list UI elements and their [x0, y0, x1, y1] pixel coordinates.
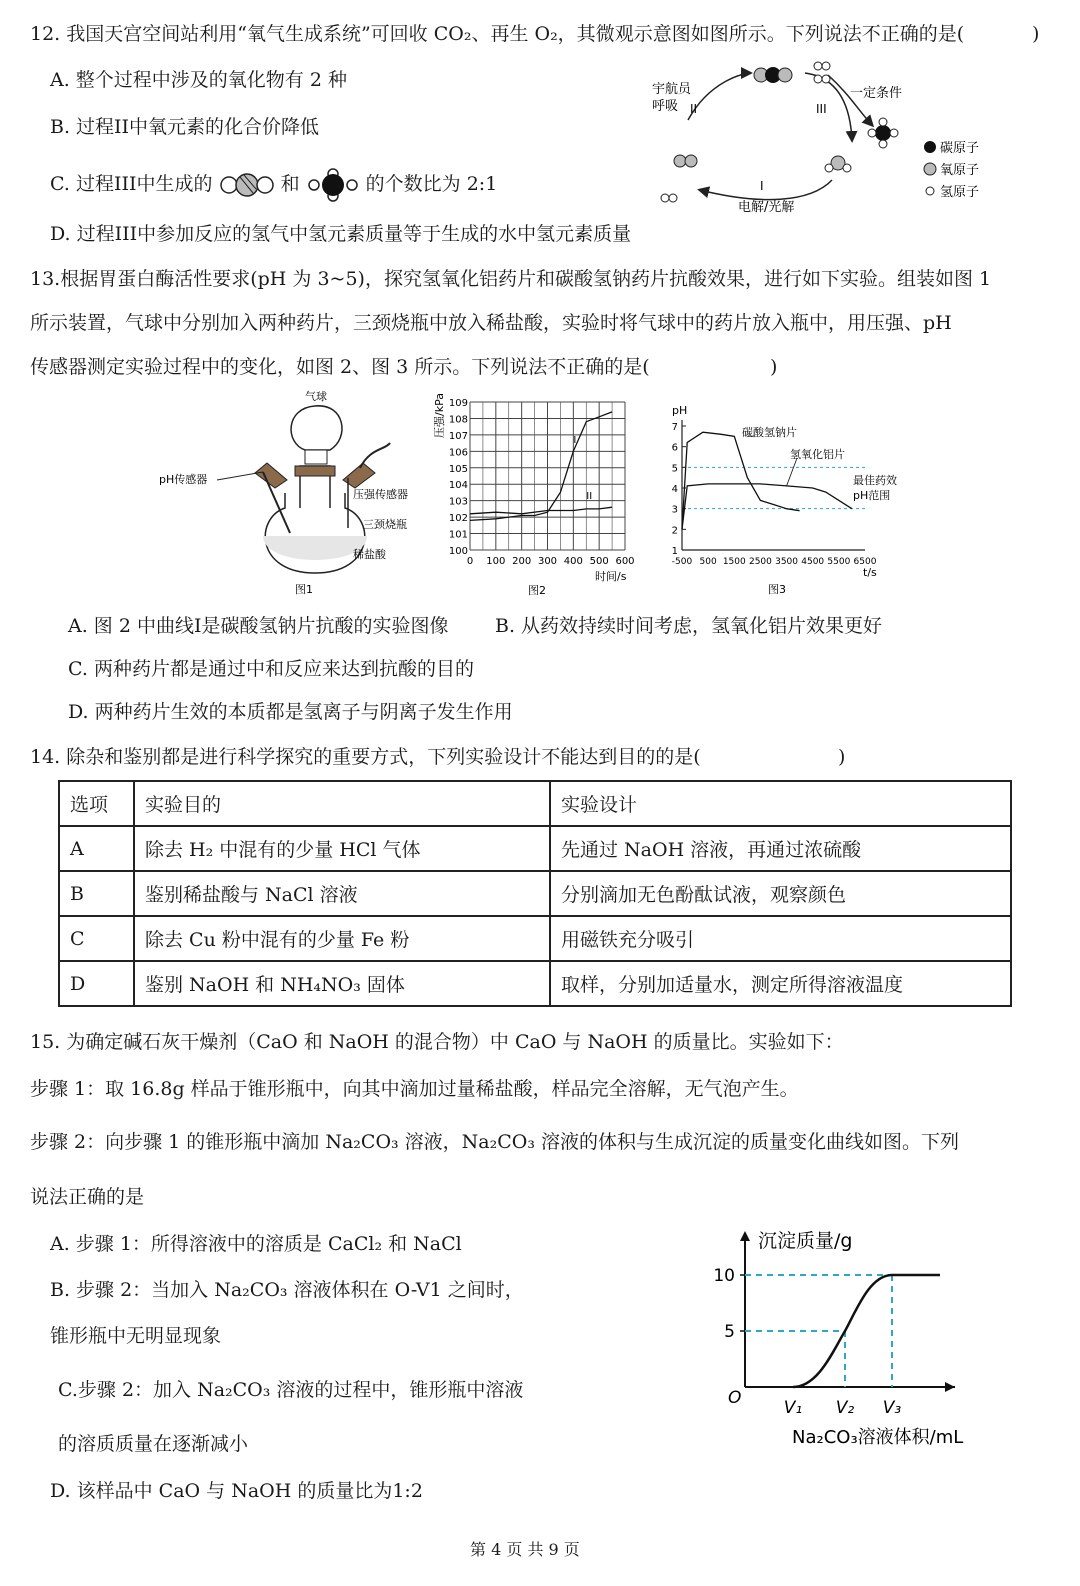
q13-option-c: C. 两种药片都是通过中和反应来达到抗酸的目的 [68, 658, 474, 680]
fig2-x-tick-label: 0 [466, 556, 474, 567]
q15-step2-line1: 步骤 2：向步骤 1 的锥形瓶中滴加 Na₂CO₃ 溶液，Na₂CO₃ 溶液的体积与生成沉淀的质量变化曲线如图。下列 [30, 1131, 960, 1153]
fig4-ylabel: 沉淀质量/g [758, 1230, 853, 1252]
q13-line2: 所示装置，气球中分别加入两种药片，三颈烧瓶中放入稀盐酸，实验时将气球中的药片放入瓶中，用压强、pH [30, 312, 952, 334]
table-cell: 鉴别 NaOH 和 NH₄NO₃ 固体 [134, 961, 550, 1006]
table-cell: 除去 Cu 粉中混有的少量 Fe 粉 [134, 916, 550, 961]
q13-fig2-pressure-chart [425, 390, 650, 600]
fig1-caption: 图1 [295, 583, 313, 596]
table-cell: A [59, 826, 134, 871]
q15-option-d: D. 该样品中 CaO 与 NaOH 的质量比为1:2 [50, 1480, 423, 1502]
fig1-ph-sensor-label: pH传感器 [159, 473, 208, 486]
fig3-x-tick-label: -500 [671, 557, 693, 567]
fig2-x-tick-label: 100 [486, 556, 506, 567]
fig2-x-tick-label: 200 [512, 556, 532, 567]
q14-options-table [58, 780, 1012, 1007]
q12-option-c-mid: 和 [280, 173, 300, 195]
fig3-note1: 最佳药效 [853, 474, 897, 487]
q12-stem: 12. 我国天宫空间站利用“氧气生成系统”可回收 CO₂、再生 O₂，其微观示意图如图所示。下列说法不正确的是( [30, 23, 965, 45]
fig2-y-tick-label: 103 [448, 496, 468, 508]
fig2-caption: 图2 [528, 584, 546, 597]
fig3-series1-label: 碳酸氢钠片 [742, 426, 797, 439]
q13-fig3-ph-chart [660, 398, 900, 598]
q15-option-b-line1: B. 步骤 2：当加入 Na₂CO₃ 溶液体积在 O-V1 之间时， [50, 1279, 524, 1301]
table-cell: 除去 H₂ 中混有的少量 HCl 气体 [134, 826, 550, 871]
page-footer: 第 4 页 共 9 页 [470, 1540, 580, 1559]
table-cell: 用磁铁充分吸引 [550, 916, 1011, 961]
fig3-y-tick-label: 1 [671, 546, 678, 557]
ch4-molecule-icon [306, 168, 360, 202]
fig2-y-ticks [449, 398, 468, 557]
table-row [59, 826, 1011, 871]
fig3-x-tick-label: 5500 [827, 557, 851, 567]
table-header-cell: 选项 [59, 781, 134, 826]
fig3-x-tick-label: 6500 [853, 557, 877, 567]
q15-precipitate-chart [700, 1215, 1000, 1455]
fig2-series-line [470, 507, 612, 514]
fig3-x-tick-label: 1500 [722, 557, 746, 567]
fig2-x-ticks [467, 556, 635, 567]
fig3-x-ticks [672, 557, 877, 567]
fig1-pressure-sensor-label: 压强传感器 [353, 488, 408, 501]
fig3-y-tick-label: 6 [671, 442, 678, 454]
label-process-ii: II [690, 102, 698, 116]
label-breath: 呼吸 [652, 99, 679, 114]
fig2-ylabel: 压强/kPa [433, 393, 446, 438]
fig4-origin: O [728, 1388, 742, 1408]
fig3-series2-leader [787, 458, 797, 486]
table-cell: 鉴别稀盐酸与 NaCl 溶液 [134, 871, 550, 916]
fig2-y-tick-label: 100 [448, 546, 468, 557]
fig3-caption: 图3 [768, 583, 786, 596]
fig2-curves [470, 412, 612, 521]
legend-oxygen: 氧原子 [940, 163, 980, 178]
q13-option-b: B. 从药效持续时间考虑，氢氧化铝片效果更好 [495, 615, 883, 637]
fig3-x-tick-label: 3500 [775, 557, 799, 567]
fig2-grid [470, 402, 625, 550]
q12-option-b: B. 过程II中氧元素的化合价降低 [50, 116, 320, 138]
fig3-y-tick-label: 4 [671, 484, 678, 495]
q12-paren-close: ) [1032, 23, 1040, 45]
q13-fig1-apparatus [155, 388, 435, 603]
q12-option-a: A. 整个过程中涉及的氧化物有 2 种 [50, 69, 347, 91]
fig2-y-tick-label: 109 [448, 398, 468, 409]
q15-option-c-line1: C.步骤 2：加入 Na₂CO₃ 溶液的过程中，锥形瓶中溶液 [58, 1379, 524, 1401]
label-process-iii: III [816, 102, 827, 116]
legend-carbon-icon [924, 141, 936, 153]
fig3-x-tick-label: 500 [699, 557, 717, 567]
table-row [59, 916, 1011, 961]
fig3-xlabel: t/s [863, 566, 877, 579]
fig4-x-tick-label: V₁ [783, 1398, 803, 1418]
q15-option-c-line2: 的溶质质量在逐渐减小 [58, 1433, 249, 1455]
fig2-y-tick-label: 104 [448, 480, 468, 492]
fig2-y-tick-label: 101 [448, 529, 468, 541]
fig2-y-tick-label: 106 [448, 447, 468, 459]
q12-option-d: D. 过程III中参加反应的氢气中氢元素质量等于生成的水中氢元素质量 [50, 223, 632, 245]
fig4-y-tick-label: 5 [724, 1322, 735, 1342]
q15-step1: 步骤 1：取 16.8g 样品于锥形瓶中，向其中滴加过量稀盐酸，样品完全溶解，无气泡产生。 [30, 1078, 799, 1100]
fig4-y-tick-label: 10 [713, 1266, 735, 1286]
fig1-balloon-label: 气球 [305, 390, 327, 403]
legend-carbon: 碳原子 [940, 141, 980, 156]
fig2-y-tick-label: 105 [448, 463, 468, 475]
table-cell: 分别滴加无色酚酞试液，观察颜色 [550, 871, 1011, 916]
label-process-i: I [760, 179, 764, 193]
table-cell: 取样，分别加适量水，测定所得溶液温度 [550, 961, 1011, 1006]
table-cell: 先通过 NaOH 溶液，再通过浓硫酸 [550, 826, 1011, 871]
q14-paren-close: ) [838, 746, 846, 768]
fig3-y-tick-label: 3 [671, 504, 678, 516]
fig2-series-label: II [586, 491, 593, 503]
co2-molecule-icon [219, 172, 275, 198]
fig2-x-tick-label: 400 [563, 556, 583, 567]
fig3-x-tick-label: 4500 [801, 557, 825, 567]
legend-hydrogen-icon [926, 187, 934, 195]
fig2-y-tick-label: 108 [448, 414, 468, 426]
q15-option-b-line2: 锥形瓶中无明显现象 [50, 1325, 222, 1347]
fig2-x-tick-label: 600 [615, 556, 635, 567]
q12-option-c [50, 168, 497, 202]
table-cell: C [59, 916, 134, 961]
fig4-x-axis-arrow [945, 1382, 955, 1392]
fig1-acid-label: 稀盐酸 [353, 548, 386, 561]
q15-step2-line2: 说法正确的是 [30, 1186, 145, 1208]
fig3-y-tick-label: 5 [671, 463, 678, 475]
fig3-note2: pH范围 [853, 489, 891, 502]
fig2-series-label: I [573, 435, 577, 447]
fig4-y-axis-arrow [740, 1231, 750, 1241]
label-condition: 一定条件 [850, 86, 903, 101]
label-electrolysis: 电解/光解 [738, 200, 795, 215]
table-header-cell: 实验目的 [134, 781, 550, 826]
table-header-cell: 实验设计 [550, 781, 1011, 826]
fig2-y-tick-label: 102 [448, 513, 468, 525]
q12-option-c-prefix: C. 过程III中生成的 [50, 173, 213, 195]
table-cell: B [59, 871, 134, 916]
q13-paren-close: ) [770, 356, 778, 378]
q15-option-a: A. 步骤 1：所得溶液中的溶质是 CaCl₂ 和 NaCl [50, 1233, 462, 1255]
fig3-y-tick-label: 2 [671, 525, 678, 537]
fig4-x-tick-label: V₃ [882, 1398, 902, 1418]
fig3-ylabel: pH [672, 404, 688, 417]
q13-line3: 传感器测定实验过程中的变化，如图 2、图 3 所示。下列说法不正确的是( [30, 356, 650, 378]
fig2-series-line [470, 412, 612, 521]
fig2-y-tick-label: 107 [448, 430, 468, 442]
fig3-curves [682, 432, 852, 529]
q15-stem: 15. 为确定碱石灰干燥剂（CaO 和 NaOH 的混合物）中 CaO 与 NaOH 的质量比。实验如下： [30, 1031, 844, 1053]
table-cell: D [59, 961, 134, 1006]
q14-stem: 14. 除杂和鉴别都是进行科学探究的重要方式，下列实验设计不能达到目的的是( [30, 746, 701, 768]
label-astronaut: 宇航员 [652, 82, 692, 97]
fig1-flask-label: 三颈烧瓶 [363, 518, 407, 531]
fig4-body [713, 1231, 955, 1418]
fig3-series2-label: 氢氧化铝片 [790, 448, 845, 461]
table-row [59, 871, 1011, 916]
fig3-y-tick-label: 7 [671, 422, 678, 433]
q13-option-d: D. 两种药片生效的本质都是氢离子与阴离子发生作用 [68, 701, 513, 723]
fig4-xlabel: Na₂CO₃溶液体积/mL [792, 1427, 964, 1448]
table-header-row [59, 781, 1011, 826]
q12-cycle-diagram [640, 55, 1000, 225]
q13-option-a: A. 图 2 中曲线I是碳酸氢钠片抗酸的实验图像 [68, 615, 449, 637]
fig4-x-tick-label: V₂ [835, 1398, 855, 1418]
fig3-series-line [682, 432, 800, 529]
legend-oxygen-icon [924, 163, 936, 175]
fig2-x-tick-label: 500 [589, 556, 609, 567]
table-row [59, 961, 1011, 1006]
fig3-x-tick-label: 2500 [748, 557, 772, 567]
fig2-xlabel: 时间/s [595, 570, 627, 583]
q12-option-c-suffix: 的个数比为 2:1 [365, 173, 498, 195]
fig3-series-line [682, 484, 852, 529]
fig2-x-tick-label: 300 [537, 556, 558, 567]
q13-line1: 13.根据胃蛋白酶活性要求(pH 为 3~5)，探究氢氧化铝药片和碳酸氢钠药片抗酸效果，进行如下实验。组装如图 1 [30, 268, 992, 290]
legend-hydrogen: 氢原子 [940, 185, 980, 200]
